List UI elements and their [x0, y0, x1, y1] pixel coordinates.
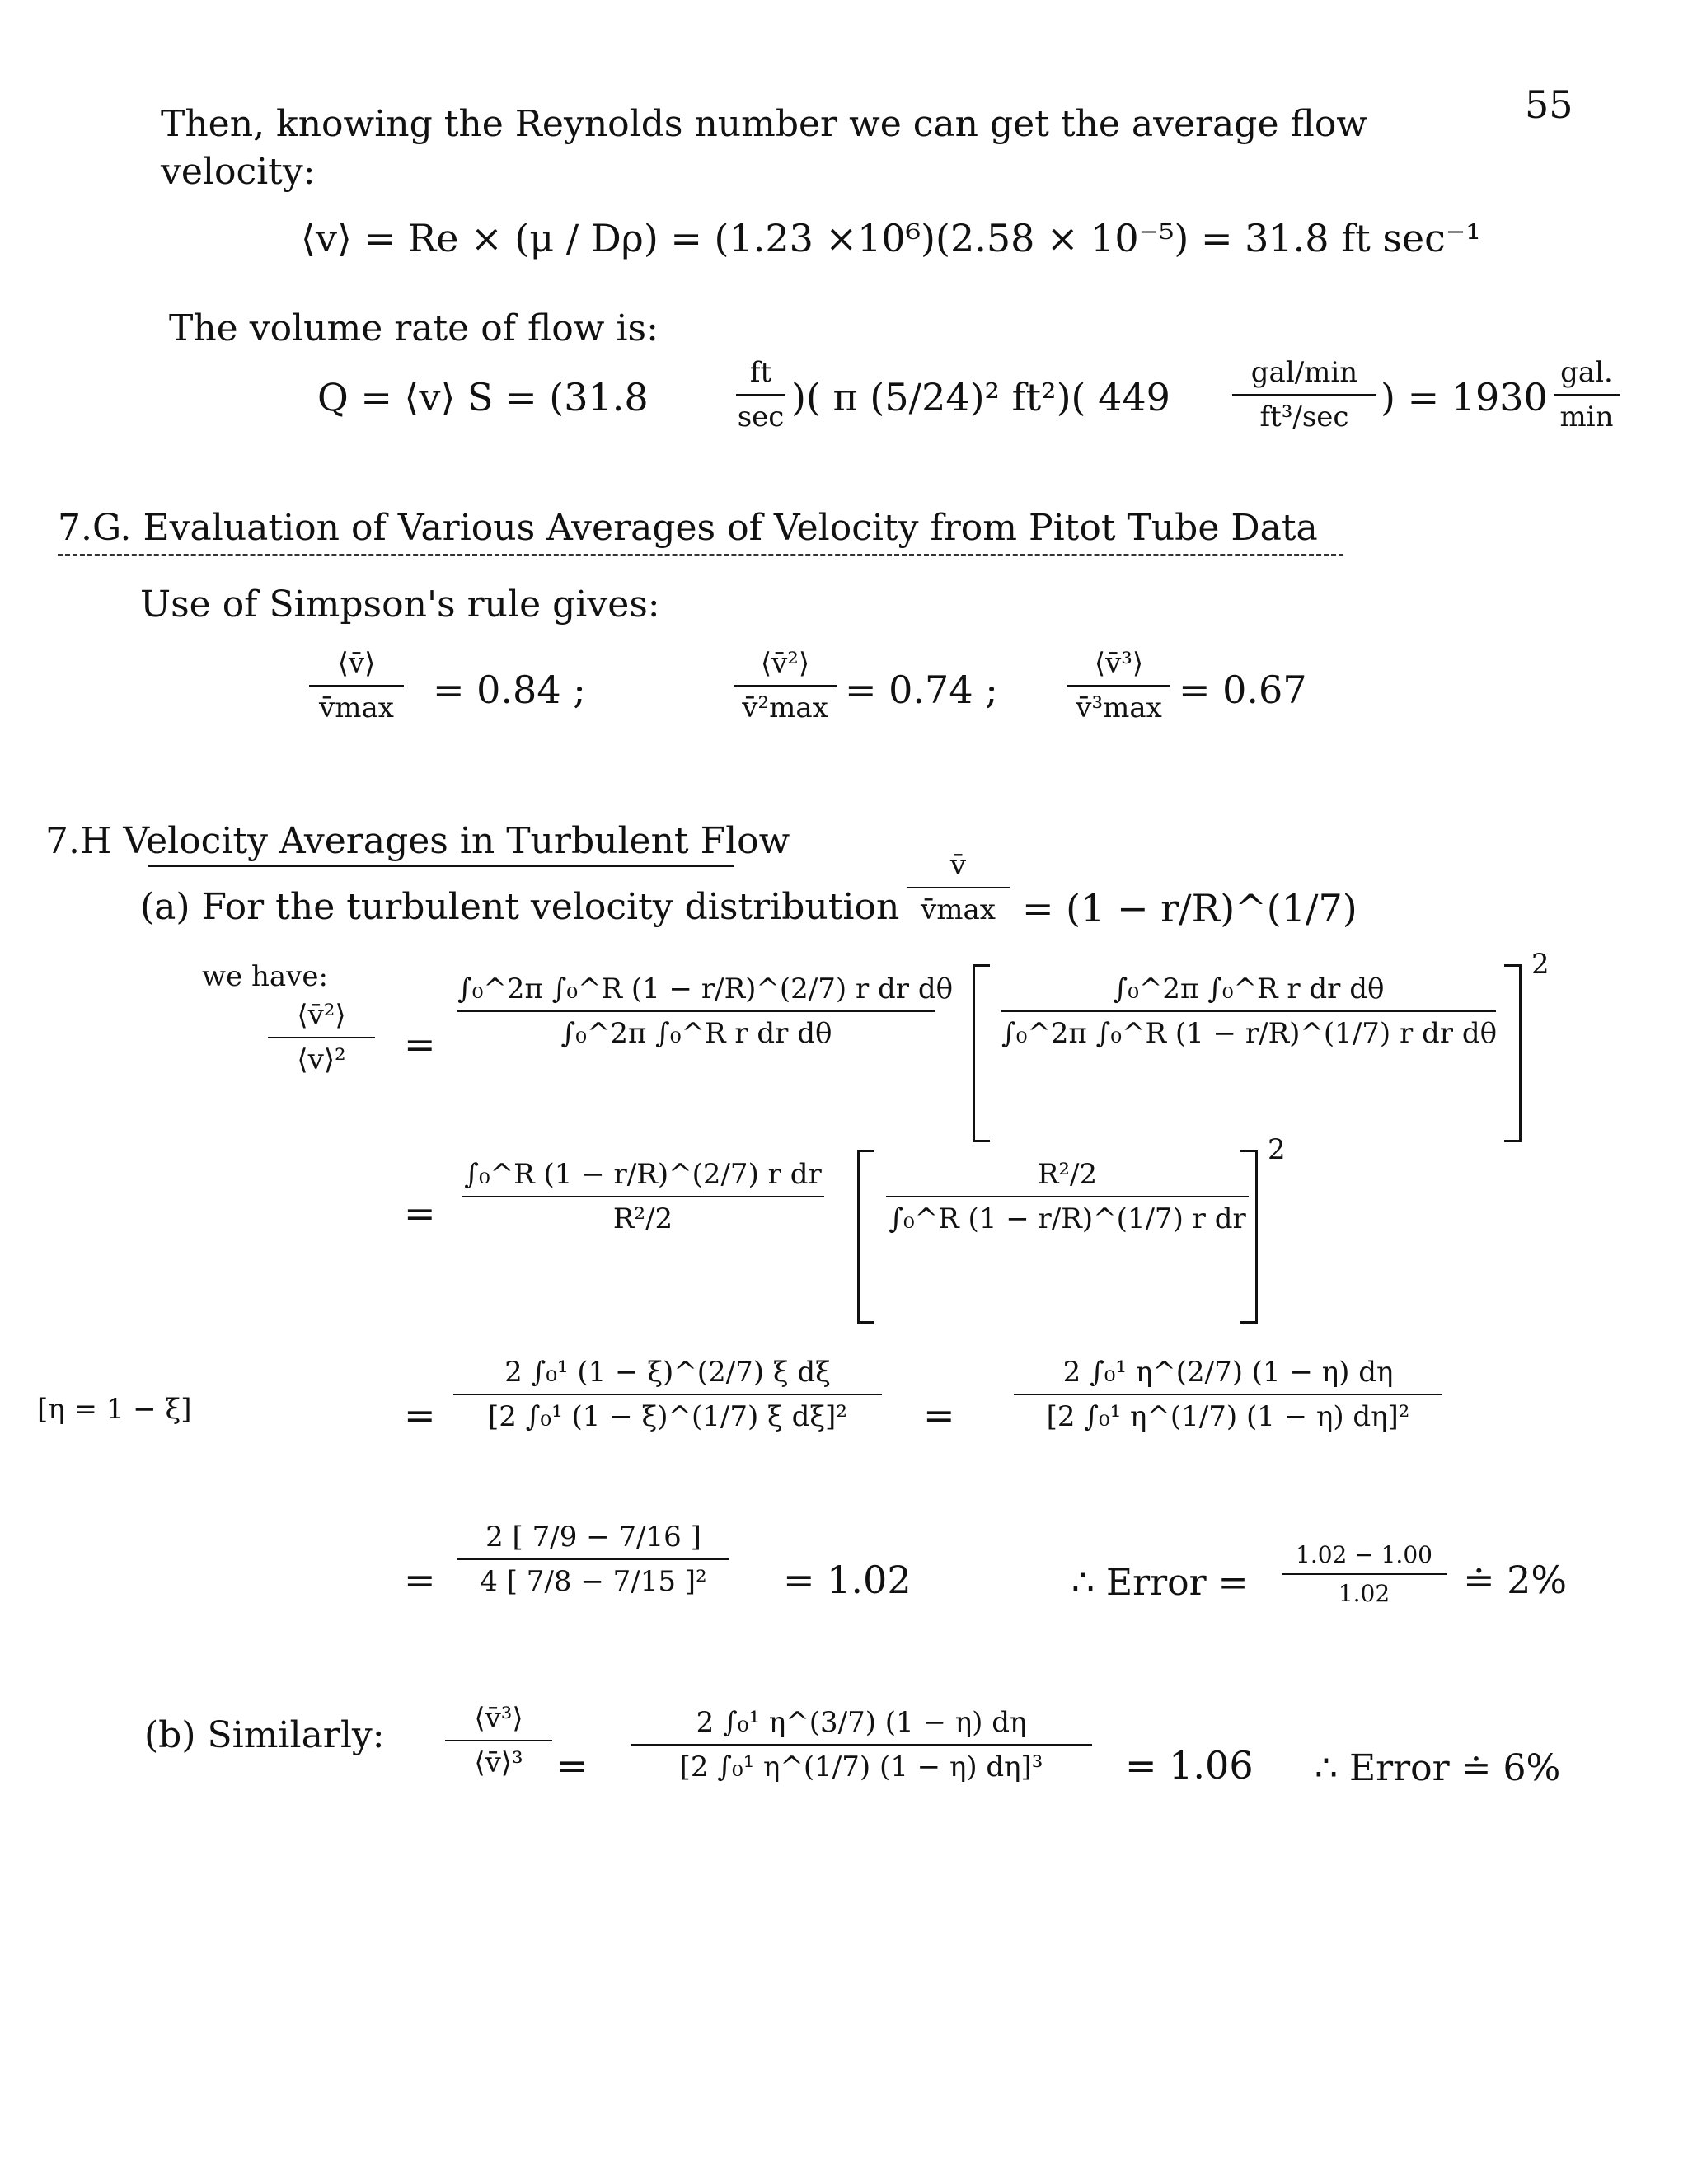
square-exponent-1: 2: [1531, 948, 1550, 981]
integral-3-num: ∫₀^R (1 − r/R)^(2/7) r dr: [464, 1158, 822, 1191]
lhs-bar: [268, 1037, 375, 1038]
equals-3: =: [404, 1393, 436, 1437]
q-equation-mid: )( π (5/24)² ft²)( 449: [791, 375, 1170, 419]
integral-ratio-4: [886, 1158, 1249, 1235]
ratio-3-bar: [1067, 685, 1170, 687]
simpson-label: Use of Simpson's rule gives:: [140, 583, 660, 626]
integral-3-den: R²/2: [612, 1202, 673, 1235]
xi-ratio: [453, 1356, 882, 1433]
evaluated-num: 2 [ 7/9 − 7/16 ]: [485, 1521, 701, 1554]
part-a-label: (a) For the turbulent velocity distribution: [140, 886, 900, 928]
ratio-1-den: v̄max: [319, 691, 394, 724]
q-sec: sec: [737, 401, 785, 434]
distribution-ratio: [907, 849, 1010, 926]
ratio-1-value: = 0.84 ;: [433, 668, 586, 712]
bracket-left-1: [973, 964, 990, 1142]
lhs-num: ⟨v̄²⟩: [297, 999, 346, 1032]
evaluated-ratio: [457, 1521, 729, 1598]
integral-2-num: ∫₀^2π ∫₀^R r dr dθ: [1113, 972, 1385, 1005]
equals-4: =: [404, 1558, 436, 1602]
we-have-label: we have:: [202, 960, 328, 993]
integral-3-bar: [462, 1196, 824, 1197]
ratio-2-bar: [734, 685, 837, 687]
ratio-2-num: ⟨v̄²⟩: [760, 647, 810, 680]
volume-rate-label: The volume rate of flow is:: [169, 307, 659, 349]
section-h-underline: [148, 865, 734, 867]
b-ratio: [631, 1706, 1092, 1783]
lhs-ratio: [268, 999, 375, 1076]
evaluated-bar: [457, 1558, 729, 1560]
distribution-bar: [907, 887, 1010, 888]
error-ratio: [1282, 1541, 1447, 1607]
xi-num: 2 ∫₀¹ (1 − ξ)^(2/7) ξ dξ: [504, 1356, 831, 1389]
q-min: min: [1559, 401, 1614, 434]
result-a-value: = 1.02: [783, 1558, 912, 1602]
error-label: ∴ Error =: [1071, 1562, 1249, 1604]
integral-ratio-3: [462, 1158, 824, 1235]
substitution-note: [η = 1 − ξ]: [37, 1393, 192, 1426]
integral-1-den: ∫₀^2π ∫₀^R r dr dθ: [560, 1017, 832, 1050]
distribution-rhs: = (1 − r/R)^(1/7): [1022, 886, 1357, 930]
q-equation-right: ) = 1930: [1381, 375, 1548, 419]
eta-bar: [1014, 1394, 1442, 1395]
b-lhs-den: ⟨v̄⟩³: [474, 1746, 523, 1779]
q-conversion: [1232, 356, 1376, 434]
b-equals: =: [556, 1743, 588, 1788]
bracket-right-1: [1504, 964, 1522, 1142]
q-units-bar: [1554, 394, 1620, 396]
square-exponent-2: 2: [1268, 1133, 1286, 1166]
ratio-3-value: = 0.67: [1179, 668, 1307, 712]
b-lhs-num: ⟨v̄³⟩: [474, 1702, 523, 1735]
q-gal: gal.: [1560, 356, 1613, 389]
b-bar: [631, 1744, 1092, 1746]
q-ft3sec: ft³/sec: [1259, 401, 1349, 434]
ratio-1-num: ⟨v̄⟩: [337, 647, 376, 680]
xi-bar: [453, 1394, 882, 1395]
velocity-equation: ⟨v⟩ = Re × (μ / Dρ) = (1.23 ×10⁶)(2.58 × 10⁻⁵) = 31.8 ft sec⁻¹: [301, 216, 1481, 260]
section-h-heading: 7.H Velocity Averages in Turbulent Flow: [45, 820, 790, 862]
integral-2-bar: [1001, 1010, 1496, 1012]
integral-1-bar: [457, 1010, 935, 1012]
error-a-value: ≐ 2%: [1463, 1558, 1568, 1602]
evaluated-den: 4 [ 7/8 − 7/15 ]²: [480, 1565, 707, 1598]
ratio-3-num: ⟨v̄³⟩: [1094, 647, 1144, 680]
ratio-3: [1067, 647, 1170, 724]
intro-line-2: velocity:: [161, 151, 316, 193]
lhs-den: ⟨v⟩²: [297, 1043, 346, 1076]
ratio-1: [309, 647, 404, 724]
q-galmin: gal/min: [1250, 356, 1358, 389]
q-ft-bar: [736, 394, 785, 396]
b-lhs-ratio: [445, 1702, 552, 1779]
ratio-1-bar: [309, 685, 404, 687]
bracket-right-2: [1240, 1150, 1258, 1324]
q-ft-per-sec: [736, 356, 785, 434]
integral-4-num: R²/2: [1037, 1158, 1098, 1191]
xi-den: [2 ∫₀¹ (1 − ξ)^(1/7) ξ dξ]²: [488, 1400, 847, 1433]
eta-ratio: [1014, 1356, 1442, 1433]
q-equation-left: Q = ⟨v⟩ S = (31.8: [317, 375, 649, 419]
intro-line-1: Then, knowing the Reynolds number we can get the average flow: [161, 103, 1367, 145]
q-conversion-bar: [1232, 394, 1376, 396]
eta-den: [2 ∫₀¹ η^(1/7) (1 − η) dη]²: [1046, 1400, 1410, 1433]
error-num: 1.02 − 1.00: [1296, 1541, 1432, 1568]
ratio-2-den: v̄²max: [742, 691, 828, 724]
ratio-2-value: = 0.74 ;: [845, 668, 998, 712]
b-num: 2 ∫₀¹ η^(3/7) (1 − η) dη: [696, 1706, 1027, 1739]
distribution-num: v̄: [950, 849, 967, 882]
equals-3b: =: [923, 1393, 955, 1437]
ratio-2: [734, 647, 837, 724]
integral-ratio-2: [1001, 972, 1496, 1050]
section-g-heading: 7.G. Evaluation of Various Averages of Velocity from Pitot Tube Data: [58, 507, 1318, 549]
result-b-value: = 1.06: [1125, 1743, 1254, 1788]
error-bar: [1282, 1573, 1447, 1575]
b-lhs-bar: [445, 1740, 552, 1741]
integral-2-den: ∫₀^2π ∫₀^R (1 − r/R)^(1/7) r dr dθ: [1001, 1017, 1498, 1050]
part-b-label: (b) Similarly:: [144, 1714, 385, 1756]
equals-1: =: [404, 1022, 436, 1066]
integral-4-den: ∫₀^R (1 − r/R)^(1/7) r dr: [889, 1202, 1246, 1235]
distribution-den: v̄max: [921, 893, 996, 926]
b-den: [2 ∫₀¹ η^(1/7) (1 − η) dη]³: [679, 1750, 1043, 1783]
integral-1-num: ∫₀^2π ∫₀^R (1 − r/R)^(2/7) r dr dθ: [457, 972, 954, 1005]
eta-num: 2 ∫₀¹ η^(2/7) (1 − η) dη: [1062, 1356, 1394, 1389]
bracket-left-2: [857, 1150, 874, 1324]
q-units: [1554, 356, 1620, 434]
error-b-value: ∴ Error ≐ 6%: [1315, 1747, 1561, 1789]
integral-ratio-1: [457, 972, 954, 1050]
section-g-underline: [58, 554, 1343, 556]
equals-2: =: [404, 1191, 436, 1235]
error-den: 1.02: [1338, 1580, 1390, 1607]
integral-4-bar: [886, 1196, 1249, 1197]
ratio-3-den: v̄³max: [1076, 691, 1162, 724]
q-ft: ft: [749, 356, 772, 389]
page-number: 55: [1525, 82, 1573, 127]
